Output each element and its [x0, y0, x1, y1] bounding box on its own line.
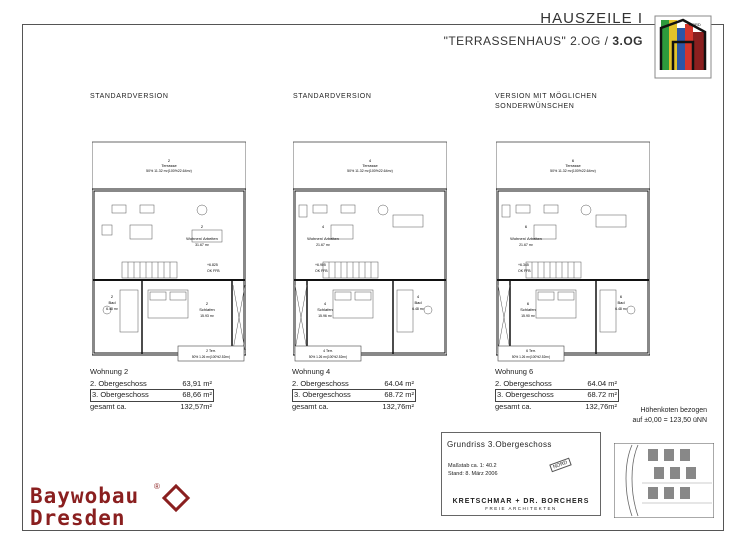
- level-value: +6.345: [518, 263, 529, 267]
- furniture-group: [295, 205, 432, 350]
- bath-label: Bad: [617, 300, 625, 305]
- subtitle-floor: 3.OG: [612, 34, 643, 48]
- row-label: 2. Obergeschoss: [292, 378, 349, 388]
- terrace-label: Terrasse: [161, 163, 177, 168]
- bath-area: 6.48 m²: [412, 307, 424, 311]
- north-arrow-icon: NORD: [549, 458, 571, 473]
- living-number: 6: [524, 224, 528, 229]
- level-value: +6.905: [315, 263, 326, 267]
- furniture-group: [102, 205, 245, 350]
- title-block: [441, 432, 601, 516]
- level-label: OK FFB: [207, 269, 220, 273]
- apartment-title: Wohnung 2: [90, 367, 129, 376]
- living-area: 31.67 m²: [195, 243, 209, 247]
- row-label: gesamt ca.: [495, 401, 532, 411]
- area-row-total: [90, 402, 212, 413]
- floor-plan-1: [92, 140, 246, 362]
- small-terrace-label: 2 Terr.: [206, 349, 216, 353]
- area-row-2og: [495, 379, 617, 390]
- level-label: OK FFB: [518, 269, 531, 273]
- drawing-title: Grundriss 3.Obergeschoss: [447, 440, 552, 449]
- terrace-label: Terrasse: [565, 163, 581, 168]
- row-value: 132,76m²: [382, 401, 414, 411]
- project-title: HAUSZEILE I: [540, 10, 643, 27]
- row-label: 3. Obergeschoss: [92, 390, 149, 399]
- apartment-title: Wohnung 4: [292, 367, 331, 376]
- row-label: 3. Obergeschoss: [294, 390, 351, 399]
- living-label: Wohnen/ Arbeiten: [307, 236, 339, 241]
- row-value: 68.72 m²: [587, 390, 617, 399]
- bath-label: Bad: [414, 300, 422, 305]
- row-value: 64.04 m²: [384, 378, 414, 388]
- outer-wall: [93, 190, 245, 354]
- row-value: 132,57m²: [180, 401, 212, 411]
- apartment-title: Wohnung 6: [495, 367, 534, 376]
- area-row-3og: [495, 389, 619, 402]
- floor-plan-3: [496, 140, 650, 362]
- logo-text: NORD: [689, 22, 701, 27]
- terrace-number: 6: [571, 158, 575, 163]
- living-area: 21.67 m²: [316, 243, 330, 247]
- apartment-summary-6: [495, 367, 619, 412]
- living-number: 4: [321, 224, 325, 229]
- architects-subtitle: FREIE ARCHITEKTEN: [485, 506, 557, 511]
- brand-line2: Dresden: [30, 506, 126, 530]
- small-terrace-area: 50% 1.26 m²(100%2.52m²): [191, 355, 231, 359]
- living-label: Wohnen/ Arbeiten: [510, 236, 542, 241]
- row-value: 68.72 m²: [384, 390, 414, 399]
- hauszeile-logo: [653, 14, 713, 80]
- terrace-number: 4: [368, 158, 372, 163]
- bed-label: Schlafen: [520, 307, 536, 312]
- date-text: Stand: 8. März 2006: [448, 471, 498, 477]
- stair-group: [323, 262, 378, 278]
- bed-label: Schlafen: [317, 307, 333, 312]
- area-row-total: [495, 402, 617, 413]
- row-value: 63,91 m²: [182, 378, 212, 388]
- area-row-2og: [90, 379, 212, 390]
- level-value: +6.825: [207, 263, 218, 267]
- living-label: Wohnen/ Arbeiten: [186, 236, 218, 241]
- subtitle-prefix: "TERRASSENHAUS" 2.OG /: [443, 34, 613, 48]
- bed-number: 4: [323, 301, 327, 306]
- height-reference-note: [633, 406, 707, 426]
- registered-mark: ®: [154, 482, 160, 491]
- row-label: 2. Obergeschoss: [495, 378, 552, 388]
- bed-area: 15.93 m²: [200, 314, 214, 318]
- terrace-number: 2: [167, 158, 171, 163]
- row-value: 132,76m²: [585, 401, 617, 411]
- row-value: 68,66 m²: [182, 390, 212, 399]
- terrace-area: 50% 11.32 m²(100%22.64m²): [146, 169, 192, 173]
- area-row-total: [292, 402, 414, 413]
- level-label: OK FFB: [315, 269, 328, 273]
- bed-number: 6: [526, 301, 530, 306]
- area-row-3og: [292, 389, 416, 402]
- floor-plan-2: [293, 140, 447, 362]
- furniture-group: [498, 205, 635, 350]
- bath-area: 6.48 m²: [615, 307, 627, 311]
- bath-label: Bad: [108, 300, 116, 305]
- row-label: 2. Obergeschoss: [90, 378, 147, 388]
- terrace-label: Terrasse: [362, 163, 378, 168]
- area-row-3og: [90, 389, 214, 402]
- height-note-line2: auf ±0,00 = 123,50 üNN: [632, 417, 707, 424]
- small-terrace-area: 50% 1.26 m²(100%2.52m²): [511, 355, 551, 359]
- version-label-3: [495, 92, 597, 112]
- bath-number: 2: [110, 294, 114, 299]
- version-1-line1: STANDARDVERSION: [90, 93, 169, 100]
- brand-line1: Baywobau: [30, 484, 140, 508]
- stair-group: [122, 262, 177, 278]
- row-value: 64.04 m²: [587, 378, 617, 388]
- apartment-summary-4: [292, 367, 416, 412]
- bath-number: 6: [619, 294, 623, 299]
- bed-number: 2: [205, 301, 209, 306]
- bath-number: 4: [416, 294, 420, 299]
- version-2-line1: STANDARDVERSION: [293, 93, 372, 100]
- project-subtitle: [444, 34, 643, 48]
- row-label: gesamt ca.: [292, 401, 329, 411]
- version-3-line1: VERSION MIT MÖGLICHEN: [495, 93, 598, 100]
- bed-area: 15.96 m²: [318, 314, 332, 318]
- version-3-line2: SONDERWÜNSCHEN: [495, 103, 575, 110]
- bed-label: Schlafen: [199, 307, 215, 312]
- bed-area: 15.90 m²: [521, 314, 535, 318]
- height-note-line1: Höhenkoten bezogen: [640, 407, 707, 414]
- version-label-2: [293, 92, 372, 102]
- terrace-area: 50% 11.32 m²(100%22.64m²): [347, 169, 393, 173]
- row-label: gesamt ca.: [90, 401, 127, 411]
- small-terrace-label: 4 Terr.: [323, 349, 333, 353]
- bath-area: 6.48 m²: [106, 307, 118, 311]
- site-plan-thumbnail: [614, 443, 714, 518]
- living-number: 2: [200, 224, 204, 229]
- architects-name: KRETSCHMAR + DR. BORCHERS: [452, 498, 590, 505]
- version-label-1: [90, 92, 169, 102]
- terrace-area: 50% 11.32 m²(100%22.64m²): [550, 169, 596, 173]
- living-area: 21.67 m²: [519, 243, 533, 247]
- row-label: 3. Obergeschoss: [497, 390, 554, 399]
- baywobau-logo: [30, 484, 175, 530]
- small-terrace-label: 6 Terr.: [526, 349, 536, 353]
- apartment-summary-2: [90, 367, 214, 412]
- small-terrace-area: 50% 1.26 m²(100%2.52m²): [308, 355, 348, 359]
- stair-group: [526, 262, 581, 278]
- area-row-2og: [292, 379, 414, 390]
- scale-text: Maßstab ca. 1: 40.2: [448, 463, 497, 469]
